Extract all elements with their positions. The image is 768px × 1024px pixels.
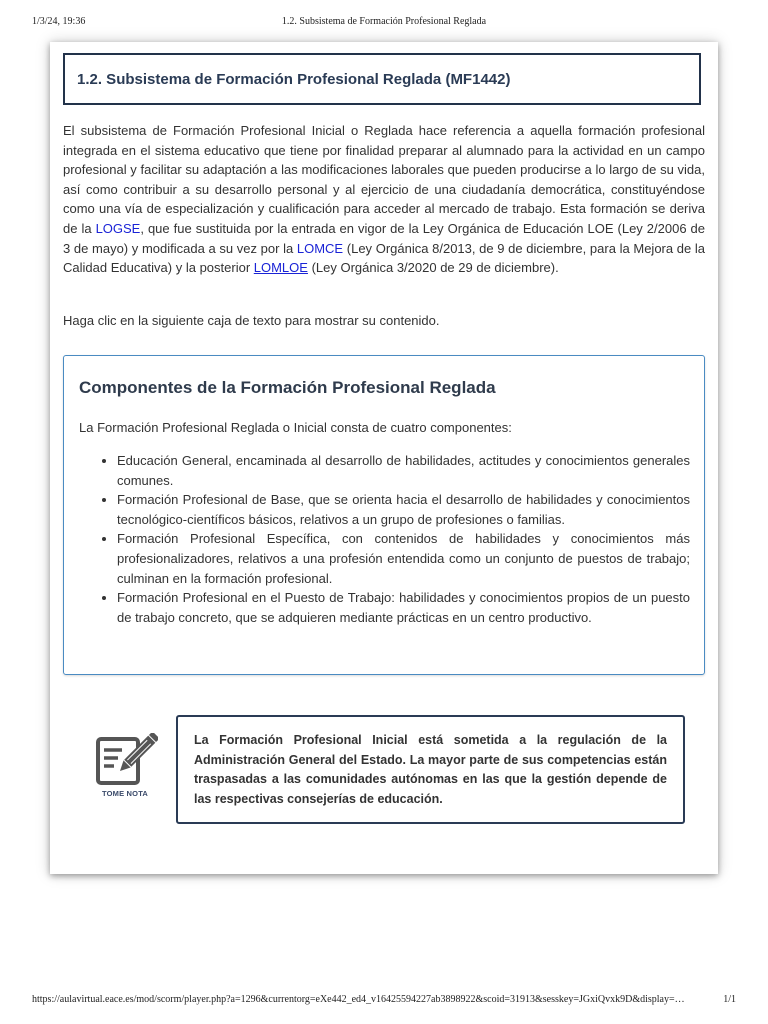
components-toggle-box[interactable]: [63, 355, 705, 675]
components-heading: Componentes de la Formación Profesional Reglada: [79, 378, 496, 397]
print-page-title: 1.2. Subsistema de Formación Profesional Reglada: [281, 16, 487, 27]
lomce-link[interactable]: LOMCE: [296, 240, 344, 256]
print-date: 1/3/24, 19:36: [32, 16, 86, 27]
print-header: [32, 16, 736, 30]
note-pencil-icon-graphic: [92, 733, 158, 789]
list-item: • Formación Profesional Específica, con contenidos de habilidades y conocimientos más profesionalizadores, relativos a una profesión entendida como un conjunto de puestos de trabajo; culminan en la formación profesional.: [117, 529, 690, 588]
lomloe-link[interactable]: LOMLOE: [253, 260, 308, 276]
list-item: • Formación Profesional en el Puesto de Trabajo: habilidades y conocimientos propios de un puesto de trabajo concreto, que se adquieren mediante prácticas en un centro productivo.: [117, 588, 690, 627]
note-text: La Formación Profesional Inicial está sometida a la regulación de la Administración General del Estado. La mayor parte de sus competencias están traspasadas a las comunidades autónomas en las que la gestión depende de las respectivas consejerías de educación.: [194, 733, 667, 806]
print-footer: [32, 994, 736, 1008]
components-lead: La Formación Profesional Reglada o Inicial consta de cuatro componentes:: [79, 420, 512, 435]
note-callout: [176, 715, 685, 824]
list-item: • Formación Profesional de Base, que se orienta hacia el desarrollo de habilidades y conocimientos tecnológico-científicos básicos, relativos a un grupo de profesiones o familias.: [117, 490, 690, 529]
click-hint: Haga clic en la siguiente caja de texto para mostrar su contenido.: [63, 313, 440, 328]
logse-link[interactable]: LOGSE: [95, 220, 141, 236]
list-item: • Educación General, encaminada al desarrollo de habilidades, actitudes y conocimientos generales comunes.: [117, 451, 690, 490]
section-title: 1.2. Subsistema de Formación Profesional Reglada (MF1442): [77, 70, 511, 88]
intro-text-3: (Ley Orgánica 8/2013, de 9 de diciembre, para la Mejora de la Calidad Educativa) y la posterior: [63, 240, 706, 276]
note-label: TOME NOTA: [101, 789, 149, 798]
content-page: [50, 42, 718, 874]
print-page-number: 1/1: [723, 994, 736, 1005]
intro-paragraph: [63, 121, 705, 278]
intro-text-2: , que fue sustituida por la entrada en vigor de la Ley Orgánica de Educación LOE (Ley 2/2006 de 3 de mayo) y modificada a su vez por la: [63, 220, 706, 256]
note-pencil-icon: [92, 733, 158, 803]
print-url: https://aulavirtual.eace.es/mod/scorm/player.php?a=1296&currentorg=eXe442_ed4_v16425594227ab3898922&scoid=31913&sesskey=JGxiQvxk9D&display=…: [32, 994, 685, 1005]
intro-text-4: (Ley Orgánica 3/2020 de 29 de diciembre).: [307, 260, 559, 276]
components-list: [79, 451, 690, 627]
intro-text-1: El subsistema de Formación Profesional Inicial o Reglada hace referencia a aquella formación profesional integrada en el sistema educativo que tiene por finalidad preparar al alumnado para la actividad en un campo profesional y facilitar su adaptación a las modificaciones laborales que pueden producirse a lo largo de su vida, así como contribuir a su desarrollo personal y al ejercicio de una ciudadanía democrática, constituyéndose como una vía de especialización y cualificación para acceder al mercado de trabajo. Esta formación se deriva de la: [63, 123, 705, 236]
section-title-box: [63, 53, 701, 105]
